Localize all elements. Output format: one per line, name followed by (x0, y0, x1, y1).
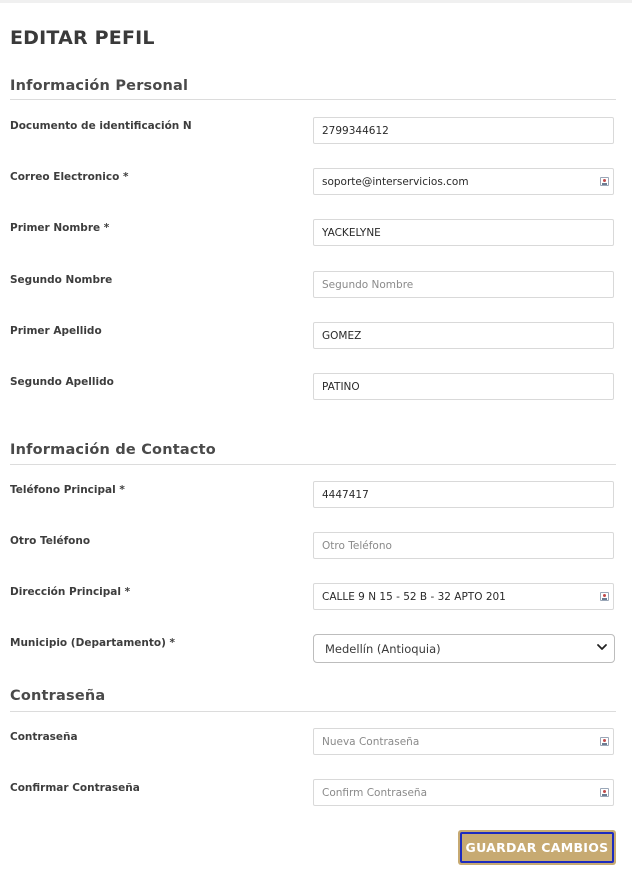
segundo-nombre-field[interactable] (313, 271, 614, 298)
primer-apellido-input[interactable] (314, 323, 584, 348)
telefono-principal-input[interactable] (314, 482, 584, 507)
primer-nombre-field[interactable] (313, 219, 614, 246)
correo-input[interactable] (314, 169, 584, 194)
section-title-personal: Información Personal (10, 78, 189, 94)
autofill-contact-card-icon[interactable] (600, 592, 609, 601)
autofill-contact-card-icon[interactable] (600, 177, 609, 186)
section-divider-contact (10, 464, 616, 465)
autofill-contact-card-icon[interactable] (600, 737, 609, 746)
page-title: EDITAR PEFIL (10, 27, 155, 49)
correo-label: Correo Electronico * (10, 171, 129, 183)
telefono-principal-label: Teléfono Principal * (10, 484, 125, 496)
primer-nombre-input[interactable] (314, 220, 584, 245)
segundo-nombre-input[interactable] (314, 272, 584, 297)
top-divider (0, 0, 632, 3)
municipio-select[interactable] (313, 634, 615, 663)
autofill-contact-card-icon[interactable] (600, 788, 609, 797)
otro-telefono-label: Otro Teléfono (10, 535, 91, 547)
confirmar-contrasena-input[interactable] (314, 780, 584, 805)
municipio-selected-value: Medellín (Antioquia) (325, 642, 441, 656)
direccion-field[interactable] (313, 583, 614, 610)
otro-telefono-field[interactable] (313, 532, 614, 559)
correo-field[interactable] (313, 168, 614, 195)
save-button-label: GUARDAR CAMBIOS (460, 832, 614, 863)
contrasena-field[interactable] (313, 728, 614, 755)
segundo-apellido-label: Segundo Apellido (10, 376, 114, 388)
section-divider-password (10, 711, 616, 712)
documento-field[interactable] (313, 117, 614, 144)
segundo-nombre-label: Segundo Nombre (10, 274, 113, 286)
contrasena-label: Contraseña (10, 731, 78, 743)
direccion-label: Dirección Principal * (10, 586, 131, 598)
documento-label: Documento de identificación N (10, 120, 192, 132)
segundo-apellido-input[interactable] (314, 374, 584, 399)
direccion-input[interactable] (314, 584, 584, 609)
primer-apellido-field[interactable] (313, 322, 614, 349)
save-button[interactable] (458, 830, 616, 865)
contrasena-input[interactable] (314, 729, 584, 754)
segundo-apellido-field[interactable] (313, 373, 614, 400)
confirmar-contrasena-label: Confirmar Contraseña (10, 782, 140, 794)
section-divider-personal (10, 99, 616, 100)
municipio-label: Municipio (Departamento) * (10, 637, 176, 649)
section-title-password: Contraseña (10, 688, 106, 704)
otro-telefono-input[interactable] (314, 533, 584, 558)
primer-apellido-label: Primer Apellido (10, 325, 102, 337)
documento-input[interactable] (314, 118, 584, 143)
section-title-contact: Información de Contacto (10, 442, 216, 458)
primer-nombre-label: Primer Nombre * (10, 222, 110, 234)
chevron-down-icon (596, 641, 608, 653)
telefono-principal-field[interactable] (313, 481, 614, 508)
confirmar-contrasena-field[interactable] (313, 779, 614, 806)
